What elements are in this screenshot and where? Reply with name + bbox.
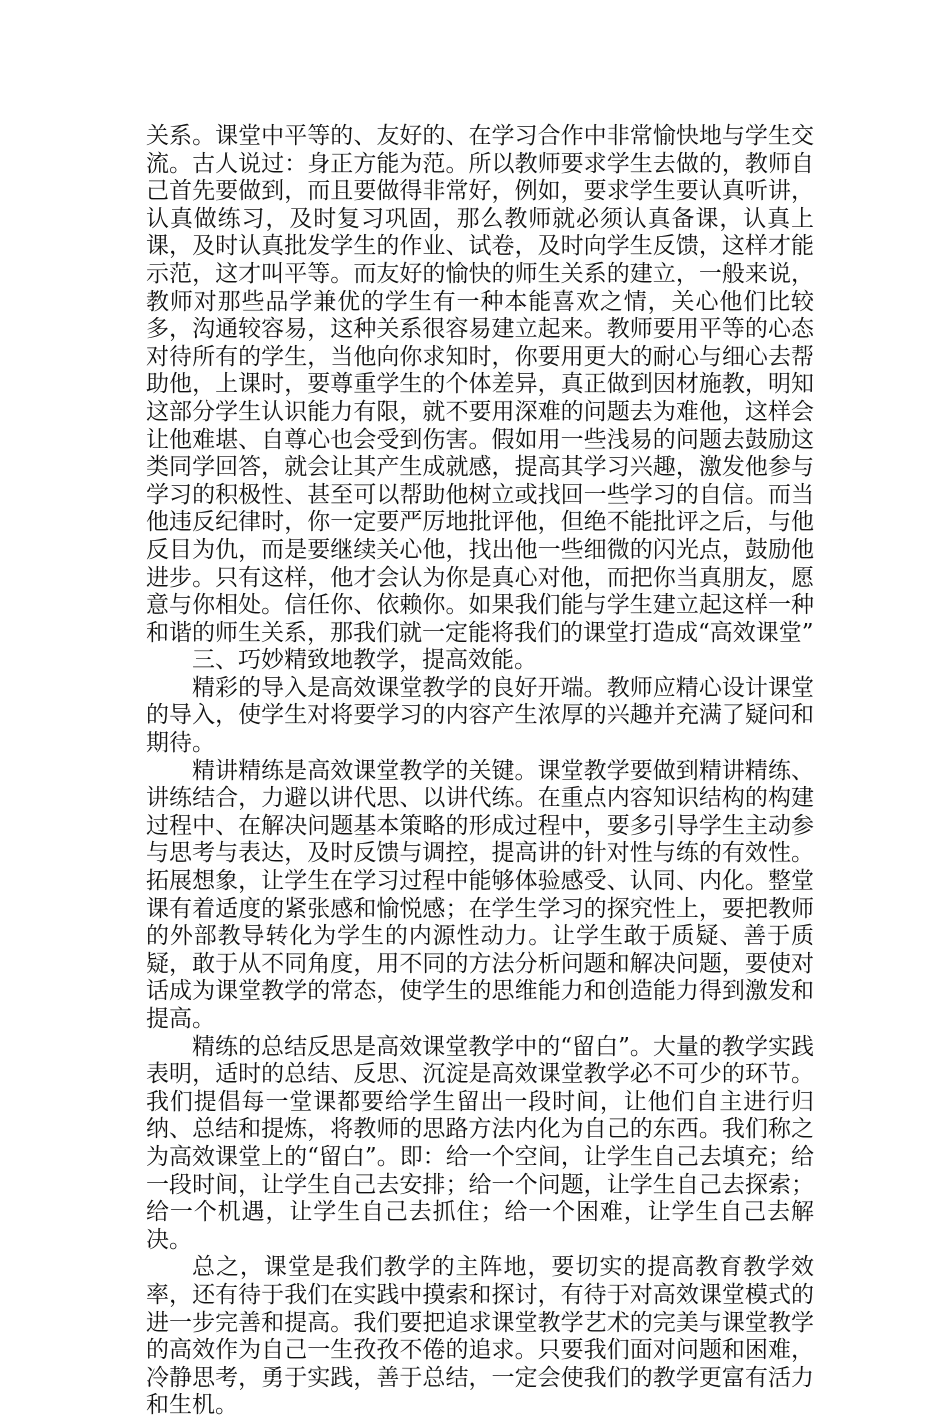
paragraph-lesson-introduction: 精彩的导入是高效课堂教学的良好开端。教师应精心设计课堂的导入，使学生对将要学习的内容产生浓厚的兴趣并充满了疑问和期待。	[146, 674, 814, 757]
paragraph-teacher-student-relationship: 关系。课堂中平等的、友好的、在学习合作中非常愉快地与学生交流。古人说过：身正方能为范。所以教师要求学生去做的，教师自己首先要做到，而且要做得非常好，例如，要求学生要认真听讲，认真做练习，及时复习巩固，那么教师就必须认真备课，认真上课，及时认真批发学生的作业、试卷，及时向学生反馈，这样才能示范，这才叫平等。而友好的愉快的师生关系的建立，一般来说，教师对那些品学兼优的学生有一种本能喜欢之情，关心他们比较多，沟通较容易，这种关系很容易建立起来。教师要用平等的心态对待所有的学生，当他向你求知时，你要用更大的耐心与细心去帮助他，上课时，要尊重学生的个体差异，真正做到因材施教，明知这部分学生认识能力有限，就不要用深难的问题去为难他，这样会让他难堪、自尊心也会受到伤害。假如用一些浅易的问题去鼓励这类同学回答，就会让其产生成就感，提高其学习兴趣，激发他参与学习的积极性、甚至可以帮助他树立或找回一些学习的自信。而当他违反纪律时，你一定要严厉地批评他，但绝不能批评之后，与他反目为仇，而是要继续关心他，找出他一些细微的闪光点，鼓励他进步。只有这样，他才会认为你是真心对他，而把你当真朋友，愿意与你相处。信任你、依赖你。如果我们能与学生建立起这样一种和谐的师生关系，那我们就一定能将我们的课堂打造成“高效课堂”	[146, 123, 814, 646]
section-heading-three: 三、巧妙精致地教学，提高效能。	[192, 647, 537, 674]
paragraph-conclusion: 总之，课堂是我们教学的主阵地，要切实的提高教育教学效率，还有待于我们在实践中摸索和探讨，有待于对高效课堂模式的进一步完善和提高。我们要把追求课堂教学艺术的完美与课堂教学的高效作为自己一生孜孜不倦的追求。只要我们面对问题和困难，冷静思考，勇于实践，善于总结，一定会使我们的教学更富有活力和生机。	[146, 1254, 814, 1419]
paragraph-summary-reflection: 精练的总结反思是高效课堂教学中的“留白”。大量的教学实践表明，适时的总结、反思、沉淀是高效课堂教学必不可少的环节。我们提倡每一堂课都要给学生留出一段时间，让他们自主进行归纳、总结和提炼，将教师的思路方法内化为自己的东西。我们称之为高效课堂上的“留白”。即：给一个空间，让学生自己去填充；给一段时间，让学生自己去安排；给一个问题，让学生自己去探索；给一个机遇，让学生自己去抓住；给一个困难，让学生自己去解决。	[146, 1033, 814, 1253]
document-body	[146, 123, 814, 1420]
paragraph-concise-teaching: 精讲精练是高效课堂教学的关键。课堂教学要做到精讲精练、讲练结合，力避以讲代思、以讲代练。在重点内容知识结构的构建过程中、在解决问题基本策略的形成过程中，要多引导学生主动参与思考与表达，及时反馈与调控，提高讲的针对性与练的有效性。拓展想象，让学生在学习过程中能够体验感受、认同、内化。整堂课有着适度的紧张感和愉悦感；在学生学习的探究性上，要把教师的外部教导转化为学生的内源性动力。让学生敢于质疑、善于质疑，敢于从不同角度，用不同的方法分析问题和解决问题，要使对话成为课堂教学的常态，使学生的思维能力和创造能力得到激发和提高。	[146, 757, 814, 1032]
